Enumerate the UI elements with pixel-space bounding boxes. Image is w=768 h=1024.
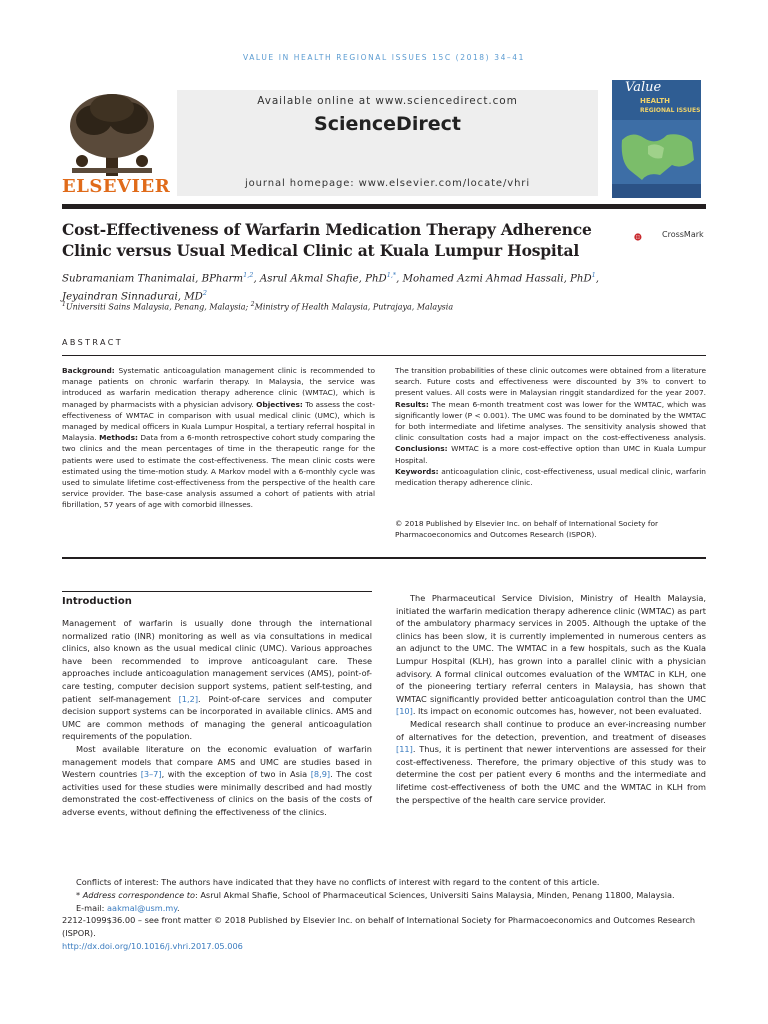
intro-paragraph-4: [396, 718, 706, 806]
keywords-label: Keywords:: [395, 466, 439, 476]
author-3-affil[interactable]: 1: [591, 271, 596, 279]
intro-p3-text-a: The Pharmaceutical Service Division, Ministry of Health Malaysia, initiated the warfarin medication therapy adherence clinic (WMTAC) as part of the ambulatory pharmacy services in 2005. Although the uptake of the clinics has been slow, it is currently implemented in numerous centers as an adjunct to the UMC. The WMTAC in a few hospitals, such as the Kuala Lumpur Hospital (KLH), has grown into a parallel clinic with a physician advisory. A formal clinical outcomes evaluation of the WMTAC in KLH, one of the pioneering tertiary referral centers in Malaysia, has shown that WMTAC significantly provided better anticoagulation control than the UMC: [396, 593, 706, 704]
objectives-label: Objectives:: [256, 399, 303, 409]
ref-8-9[interactable]: [8,9]: [310, 769, 331, 780]
intro-p2-text-a: Most available literature on the economic evaluation of warfarin management models that compare AMS and UMC are studies based in Western countries: [62, 743, 372, 780]
intro-paragraph-2: [62, 743, 372, 819]
body-right-column: [396, 592, 706, 806]
methods-text: Data from a 6-month retrospective cohort study comparing the two clinics and the mean percentages of time in the therapeutic range for the patients were used to estimate the cost-effectiveness. The mean clinic costs were estimated using the time-motion study. A Markov model with a 6-monthly cycle was used to simulate lifetime cost-effectiveness from the perspective of the health care service provider. The base-case analysis assumed a cohort of patients with atrial fibrillation, 57 years of age with comorbid illnesses.: [62, 433, 375, 510]
author-list: [62, 268, 622, 305]
article-title: Cost-Effectiveness of Warfarin Medication Therapy Adherence Clinic versus Usual Medical Clinic at Kuala Lumpur Hospital: [62, 220, 592, 260]
crossmark-label[interactable]: CrossMark: [662, 230, 704, 239]
author-1-affil[interactable]: 1,2: [243, 271, 254, 279]
correspondence-label: Address correspondence to: [82, 889, 195, 900]
intro-p4-text-b: . Thus, it is pertinent that newer interventions are assessed for their cost-effectiveness. Therefore, the primary objective of this study was to determine the cost per patient every 6 months and the intermediate and lifetime cost-effectiveness of both the UMC and the WMTAC in KLH from the perspective of the health care service provider.: [396, 744, 706, 805]
intro-p3-text-b: . Its impact on economic outcomes has, however, not been evaluated.: [412, 706, 702, 717]
affil-1: Universiti Sains Malaysia, Penang, Malaysia;: [65, 302, 251, 312]
keywords-text: anticoagulation clinic, cost-effectiveness, usual medical clinic, warfarin medication therapy adherence clinic.: [395, 466, 706, 488]
author-3: , Mohamed Azmi Ahmad Hassali, PhD: [396, 273, 592, 285]
abstract-rule: [62, 355, 706, 356]
ref-10[interactable]: [10]: [396, 706, 413, 717]
author-2-affil[interactable]: 1,*: [386, 271, 397, 279]
intro-p1-text-a: Management of warfarin is usually done through the international normalized ratio (INR) monitoring as well as via consultations in medical clinics, also known as the usual medical clinic (UMC). Various approaches have been recommended to improve anticoagulant care. These approaches include anticoagulation management services (AMS), point-of-care testing, computer decision support systems, patient self-testing, and patient self-management: [62, 618, 372, 704]
body-left-column: [62, 617, 372, 819]
intro-p2-text-c: . The cost activities used for these studies were minimally described and had mostly demonstrated the cost-effectiveness of clinics on the basis of the costs of adverse events, without defining the effectiveness of the clinics.: [62, 769, 372, 817]
header-rule: [62, 204, 706, 209]
conclusions-label: Conclusions:: [395, 444, 448, 454]
doi-link[interactable]: http://dx.doi.org/10.1016/j.vhri.2017.05.006: [62, 940, 243, 951]
cover-title-value: Value: [625, 80, 662, 95]
abstract-copyright: © 2018 Published by Elsevier Inc. on behalf of International Society for Pharmacoeconomics and Outcomes Research (ISPOR).: [395, 519, 659, 540]
email-link[interactable]: aakmal@usm.my: [107, 902, 177, 913]
background-label: Background:: [62, 366, 115, 375]
background-text: Systematic anticoagulation management clinic is recommended to manage patients on chronic warfarin therapy. In Malaysia, the service was introduced as warfarin medication therapy adherence clinic (WMTAC), which is managed by pharmacists with a physician advisory.: [62, 366, 375, 409]
conflicts-note: Conflicts of interest: The authors have indicated that they have no conflicts of interest with regard to the content of this article.: [76, 877, 600, 887]
affiliations: [62, 301, 622, 312]
author-1: Subramaniam Thanimalai, BPharm: [62, 273, 244, 285]
author-4: , Jeyaindran Sinnadurai, MD: [62, 273, 600, 303]
intro-paragraph-1: [62, 617, 372, 743]
ref-3-7[interactable]: [3–7]: [140, 769, 162, 780]
abstract-right-column: [395, 365, 706, 488]
affil-1-marker: 1: [62, 301, 66, 308]
objectives-text: To assess the cost-effectiveness of WMTAC in comparison with usual medical clinic (UMC), which is managed by medical officers in Kuala Lumpur Hospital, a tertiary referral hospital in Malaysia.: [62, 399, 375, 443]
results-label: Results:: [395, 399, 429, 409]
correspondence-text: : Asrul Akmal Shafie, School of Pharmaceutical Sciences, Universiti Sains Malaysia, Minden, Penang 11800, Malaysia.: [194, 889, 675, 900]
abstract-heading: ABSTRACT: [62, 338, 124, 347]
running-head: VALUE IN HEALTH REGIONAL ISSUES 15C (2018) 34–41: [242, 53, 526, 62]
cover-title-health: HEALTH: [640, 97, 670, 105]
correspondence-star: *: [76, 889, 83, 900]
results-text: The mean 6-month treatment cost was lower for the WMTAC, which was significantly lower (P < 0.001). The UMC was found to be dominated by the WMTAC for both intermediate and lifetime analyses. The sensitivity analysis showed that clinic consultation costs had a major impact on the cost-effectiveness analysis.: [395, 399, 706, 443]
correspondence-note: [62, 889, 706, 902]
introduction-heading: Introduction: [62, 596, 132, 607]
abstract-bottom-rule: [62, 557, 706, 559]
email-end: .: [176, 902, 180, 913]
intro-p2-text-b: , with the exception of two in Asia: [161, 769, 311, 780]
author-4-affil[interactable]: 2: [202, 289, 207, 298]
conclusions-text: WMTAC is a more cost-effective option than UMC in Kuala Lumpur Hospital.: [395, 444, 706, 465]
ref-11[interactable]: [11]: [396, 744, 413, 755]
crossmark-icon[interactable]: [634, 224, 660, 250]
email-label: E-mail:: [76, 902, 108, 913]
author-2: , Asrul Akmal Shafie, PhD: [253, 273, 387, 285]
affil-2: Ministry of Health Malaysia, Putrajaya, Malaysia: [254, 302, 454, 312]
affil-2-marker: 2: [250, 301, 255, 308]
publisher-name: ELSEVIER: [62, 176, 171, 197]
available-online-text[interactable]: Available online at www.sciencedirect.com: [257, 95, 518, 107]
cover-title-regional: REGIONAL ISSUES: [640, 107, 701, 114]
methods-label: Methods:: [99, 433, 138, 443]
transition-text: The transition probabilities of these clinic outcomes were obtained from a literature search. Future costs and effectiveness were discounted by 3% to convert to present values. All costs were in Malaysian ringgit standardized for the year 2007.: [395, 366, 706, 398]
issn-note: 2212-1099$36.00 – see front matter © 2018 Published by Elsevier Inc. on behalf of International Society for Pharmacoeconomics and Outcomes Research (ISPOR).: [62, 915, 696, 939]
footnotes: [62, 876, 706, 953]
journal-homepage-text[interactable]: journal homepage: www.elsevier.com/locate/vhri: [244, 178, 530, 189]
ref-1-2[interactable]: [1,2]: [178, 693, 199, 704]
intro-rule: [62, 591, 372, 592]
intro-p1-text-b: . Point-of-care services and computer decision support systems can be incorporated in available clinics. AMS and UMC are common methods of managing the general anticoagulation requirements of the population.: [62, 693, 372, 742]
sciencedirect-logo: ScienceDirect: [314, 113, 461, 135]
email-note: [62, 902, 706, 915]
intro-paragraph-3: [396, 592, 706, 718]
abstract-left-column: [62, 365, 375, 511]
intro-p4-text-a: Medical research shall continue to produce an ever-increasing number of alternatives for the detection, prevention, and treatment of diseases: [396, 718, 706, 742]
